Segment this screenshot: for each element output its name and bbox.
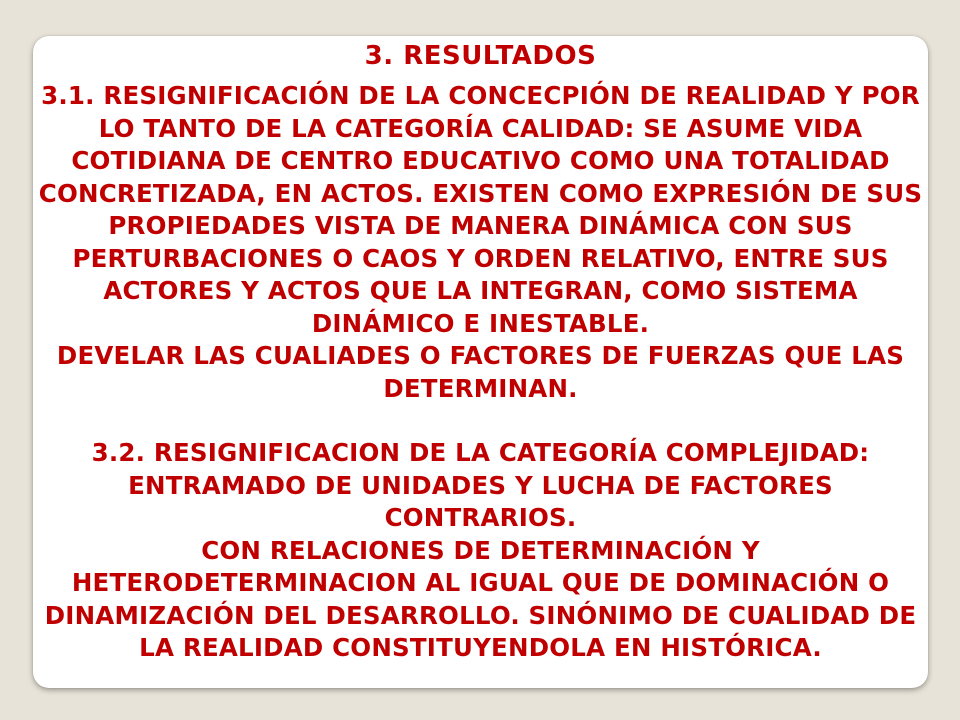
section-1-text: 3.1. RESIGNIFICACIÓN DE LA CONCECPIÓN DE REALIDAD Y POR LO TANTO DE LA CATEGORÍA CALIDAD: SE ASUME VIDA COTIDIANA DE CENTRO EDUCATIVO COMO UNA TOTALIDAD CONCRETIZADA, EN ACTOS. EXISTEN COMO EXPRESIÓN DE SUS PROPIEDADES VISTA DE MANERA DINÁMICA CON SUS PERTURBACIONES O CAOS Y ORDEN RELATIVO, ENTRE SUS ACTORES Y ACTOS QUE LA INTEGRAN, COMO SISTEMA DINÁMICO E INESTABLE. [38, 81, 923, 338]
section-1-follow-text: DEVELAR LAS CUALIADES O FACTORES DE FUERZAS QUE LAS DETERMINAN. [56, 341, 905, 403]
slide-content [33, 36, 928, 665]
spacer [33, 405, 928, 437]
slide-card [33, 36, 928, 688]
slide-title: 3. RESULTADOS [364, 41, 597, 71]
section-2-follow-text: CON RELACIONES DE DETERMINACIÓN Y HETERODETERMINACION AL IGUAL QUE DE DOMINACIÓN O DINAMIZACIÓN DEL DESARROLLO. SINÓNIMO DE CUALIDAD DE LA REALIDAD CONSTITUYENDOLA EN HISTÓRICA. [44, 535, 917, 662]
section-2-text: 3.2. RESIGNIFICACION DE LA CATEGORÍA COMPLEJIDAD: ENTRAMADO DE UNIDADES Y LUCHA DE FACTORES CONTRARIOS. [91, 438, 870, 532]
